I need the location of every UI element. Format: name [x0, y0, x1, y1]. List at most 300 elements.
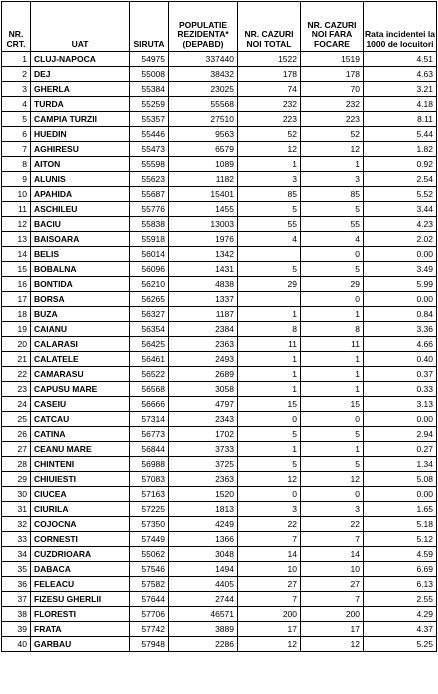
cell-cazuri-total: 1: [238, 352, 301, 367]
cell-cazuri-total: 12: [238, 472, 301, 487]
cell-rata: 0.33: [364, 382, 437, 397]
cell-rata: 5.12: [364, 532, 437, 547]
cell-uat: CAMARASU: [31, 367, 130, 382]
cell-cazuri-fara-focare: 3: [301, 172, 364, 187]
cell-nr-crt: 32: [2, 517, 31, 532]
cell-cazuri-total: 1: [238, 157, 301, 172]
cell-nr-crt: 25: [2, 412, 31, 427]
cell-nr-crt: 1: [2, 52, 31, 67]
cell-populatie: 4838: [169, 277, 238, 292]
cell-siruta: 57314: [130, 412, 169, 427]
table-row: [2, 562, 437, 577]
table-row: [2, 382, 437, 397]
cell-cazuri-total: 17: [238, 622, 301, 637]
cell-siruta: 56568: [130, 382, 169, 397]
cell-populatie: 55568: [169, 97, 238, 112]
table-row: [2, 442, 437, 457]
cell-rata: 5.18: [364, 517, 437, 532]
cell-rata: 4.29: [364, 607, 437, 622]
cell-uat: CUZDRIOARA: [31, 547, 130, 562]
cell-cazuri-total: 27: [238, 577, 301, 592]
cell-cazuri-total: 29: [238, 277, 301, 292]
cell-cazuri-total: 74: [238, 82, 301, 97]
cell-populatie: 6579: [169, 142, 238, 157]
cell-cazuri-fara-focare: 1: [301, 307, 364, 322]
cell-cazuri-fara-focare: 11: [301, 337, 364, 352]
cell-cazuri-total: 4: [238, 232, 301, 247]
table-row: [2, 142, 437, 157]
cell-nr-crt: 21: [2, 352, 31, 367]
cell-cazuri-fara-focare: 5: [301, 262, 364, 277]
cell-siruta: 57742: [130, 622, 169, 637]
cell-nr-crt: 9: [2, 172, 31, 187]
cell-cazuri-total: 5: [238, 457, 301, 472]
cell-cazuri-fara-focare: 200: [301, 607, 364, 622]
table-row: [2, 247, 437, 262]
cell-populatie: 1182: [169, 172, 238, 187]
cell-siruta: 55687: [130, 187, 169, 202]
cell-uat: CALATELE: [31, 352, 130, 367]
cell-rata: 6.69: [364, 562, 437, 577]
table-row: [2, 457, 437, 472]
cell-rata: 6.13: [364, 577, 437, 592]
cell-siruta: 56666: [130, 397, 169, 412]
cell-siruta: 55008: [130, 67, 169, 82]
cell-nr-crt: 35: [2, 562, 31, 577]
table-row: [2, 487, 437, 502]
cell-siruta: 55623: [130, 172, 169, 187]
cell-cazuri-total: 5: [238, 427, 301, 442]
cell-populatie: 3889: [169, 622, 238, 637]
cell-nr-crt: 24: [2, 397, 31, 412]
cell-siruta: 54975: [130, 52, 169, 67]
cell-siruta: 55918: [130, 232, 169, 247]
table-row: [2, 472, 437, 487]
cell-uat: TURDA: [31, 97, 130, 112]
cell-nr-crt: 30: [2, 487, 31, 502]
cell-cazuri-fara-focare: 12: [301, 637, 364, 652]
cell-siruta: 57225: [130, 502, 169, 517]
cell-nr-crt: 18: [2, 307, 31, 322]
cell-siruta: 55384: [130, 82, 169, 97]
cell-siruta: 57546: [130, 562, 169, 577]
cell-rata: 4.59: [364, 547, 437, 562]
table-row: [2, 322, 437, 337]
cell-uat: FLORESTI: [31, 607, 130, 622]
cell-populatie: 1813: [169, 502, 238, 517]
table-row: [2, 187, 437, 202]
cell-rata: 5.99: [364, 277, 437, 292]
cell-cazuri-fara-focare: 232: [301, 97, 364, 112]
cell-siruta: 56014: [130, 247, 169, 262]
cell-cazuri-fara-focare: 0: [301, 487, 364, 502]
cell-nr-crt: 36: [2, 577, 31, 592]
cell-siruta: 55473: [130, 142, 169, 157]
cell-cazuri-fara-focare: 10: [301, 562, 364, 577]
cell-uat: GHERLA: [31, 82, 130, 97]
cell-populatie: 1431: [169, 262, 238, 277]
cell-rata: 1.34: [364, 457, 437, 472]
cell-cazuri-total: 1: [238, 367, 301, 382]
cell-uat: ASCHILEU: [31, 202, 130, 217]
cell-nr-crt: 12: [2, 217, 31, 232]
cell-rata: 0.00: [364, 412, 437, 427]
cell-populatie: 2363: [169, 337, 238, 352]
cell-nr-crt: 14: [2, 247, 31, 262]
cell-uat: BONTIDA: [31, 277, 130, 292]
cell-rata: 3.44: [364, 202, 437, 217]
cell-populatie: 2493: [169, 352, 238, 367]
cell-siruta: 56522: [130, 367, 169, 382]
cell-siruta: 56773: [130, 427, 169, 442]
cell-cazuri-total: 1: [238, 442, 301, 457]
header-uat: UAT: [31, 2, 130, 52]
cell-rata: 2.94: [364, 427, 437, 442]
cell-rata: 0.37: [364, 367, 437, 382]
cell-uat: CATINA: [31, 427, 130, 442]
cell-nr-crt: 3: [2, 82, 31, 97]
table-row: [2, 67, 437, 82]
cell-rata: 4.66: [364, 337, 437, 352]
table-row: [2, 367, 437, 382]
cell-nr-crt: 7: [2, 142, 31, 157]
table-row: [2, 547, 437, 562]
cell-cazuri-total: 232: [238, 97, 301, 112]
cell-cazuri-total: 12: [238, 637, 301, 652]
cell-siruta: 57644: [130, 592, 169, 607]
cell-cazuri-fara-focare: 70: [301, 82, 364, 97]
cell-rata: 2.02: [364, 232, 437, 247]
cell-cazuri-total: 85: [238, 187, 301, 202]
cell-uat: BORSA: [31, 292, 130, 307]
cell-nr-crt: 22: [2, 367, 31, 382]
cell-rata: 0.00: [364, 292, 437, 307]
cell-cazuri-fara-focare: 1: [301, 442, 364, 457]
header-cazuri-total: NR. CAZURI NOI TOTAL: [238, 2, 301, 52]
table-row: [2, 337, 437, 352]
cell-cazuri-total: 12: [238, 142, 301, 157]
cell-rata: 2.54: [364, 172, 437, 187]
cell-populatie: 4405: [169, 577, 238, 592]
cell-rata: 3.49: [364, 262, 437, 277]
cell-cazuri-total: 52: [238, 127, 301, 142]
table-row: [2, 202, 437, 217]
table-row: [2, 502, 437, 517]
cell-siruta: 57350: [130, 517, 169, 532]
cell-populatie: 1187: [169, 307, 238, 322]
cell-siruta: 55598: [130, 157, 169, 172]
cell-cazuri-total: 7: [238, 592, 301, 607]
cell-cazuri-fara-focare: 15: [301, 397, 364, 412]
cell-siruta: 55259: [130, 97, 169, 112]
cell-siruta: 55357: [130, 112, 169, 127]
cell-nr-crt: 39: [2, 622, 31, 637]
cell-populatie: 3058: [169, 382, 238, 397]
cell-nr-crt: 23: [2, 382, 31, 397]
cell-uat: CAMPIA TURZII: [31, 112, 130, 127]
cell-uat: AGHIRESU: [31, 142, 130, 157]
cell-cazuri-total: 3: [238, 502, 301, 517]
cell-cazuri-fara-focare: 22: [301, 517, 364, 532]
table-row: [2, 517, 437, 532]
cell-cazuri-fara-focare: 223: [301, 112, 364, 127]
cell-nr-crt: 4: [2, 97, 31, 112]
cell-populatie: 337440: [169, 52, 238, 67]
table-row: [2, 112, 437, 127]
cell-populatie: 1455: [169, 202, 238, 217]
table-row: [2, 172, 437, 187]
cell-siruta: 56988: [130, 457, 169, 472]
cell-uat: CALARASI: [31, 337, 130, 352]
cell-populatie: 4249: [169, 517, 238, 532]
cell-populatie: 2744: [169, 592, 238, 607]
cell-populatie: 1337: [169, 292, 238, 307]
cell-rata: 4.37: [364, 622, 437, 637]
table-row: [2, 607, 437, 622]
table-row: [2, 217, 437, 232]
cell-populatie: 9563: [169, 127, 238, 142]
cell-populatie: 23025: [169, 82, 238, 97]
cell-cazuri-fara-focare: 85: [301, 187, 364, 202]
cell-cazuri-total: 7: [238, 532, 301, 547]
table-row: [2, 157, 437, 172]
cell-rata: 4.63: [364, 67, 437, 82]
cell-populatie: 27510: [169, 112, 238, 127]
table-row: [2, 52, 437, 67]
cell-rata: 3.13: [364, 397, 437, 412]
cell-populatie: 1089: [169, 157, 238, 172]
cell-cazuri-fara-focare: 1: [301, 352, 364, 367]
cell-uat: DABACA: [31, 562, 130, 577]
cell-uat: CORNESTI: [31, 532, 130, 547]
cell-populatie: 13003: [169, 217, 238, 232]
cell-nr-crt: 26: [2, 427, 31, 442]
cell-cazuri-fara-focare: 5: [301, 202, 364, 217]
cell-siruta: 56844: [130, 442, 169, 457]
cell-cazuri-fara-focare: 5: [301, 427, 364, 442]
table-row: [2, 307, 437, 322]
cell-nr-crt: 6: [2, 127, 31, 142]
cell-uat: CAIANU: [31, 322, 130, 337]
cell-siruta: 57449: [130, 532, 169, 547]
cell-rata: 0.92: [364, 157, 437, 172]
cell-populatie: 1702: [169, 427, 238, 442]
cell-uat: CIUCEA: [31, 487, 130, 502]
table-row: [2, 592, 437, 607]
cell-cazuri-total: 5: [238, 262, 301, 277]
cell-uat: BELIS: [31, 247, 130, 262]
table-row: [2, 262, 437, 277]
cell-uat: COJOCNA: [31, 517, 130, 532]
cell-nr-crt: 38: [2, 607, 31, 622]
cell-nr-crt: 20: [2, 337, 31, 352]
cell-uat: BACIU: [31, 217, 130, 232]
cell-cazuri-fara-focare: 7: [301, 592, 364, 607]
cell-cazuri-fara-focare: 29: [301, 277, 364, 292]
cell-cazuri-fara-focare: 7: [301, 532, 364, 547]
table-row: [2, 352, 437, 367]
cell-cazuri-fara-focare: 55: [301, 217, 364, 232]
cell-nr-crt: 11: [2, 202, 31, 217]
cell-cazuri-total: 15: [238, 397, 301, 412]
cell-siruta: 56265: [130, 292, 169, 307]
cell-nr-crt: 10: [2, 187, 31, 202]
cell-populatie: 2343: [169, 412, 238, 427]
cell-siruta: 57083: [130, 472, 169, 487]
cell-rata: 3.36: [364, 322, 437, 337]
cell-uat: CLUJ-NAPOCA: [31, 52, 130, 67]
cell-populatie: 1342: [169, 247, 238, 262]
cell-cazuri-fara-focare: 1: [301, 367, 364, 382]
cell-nr-crt: 17: [2, 292, 31, 307]
table-row: [2, 127, 437, 142]
cell-nr-crt: 27: [2, 442, 31, 457]
cell-nr-crt: 34: [2, 547, 31, 562]
cell-uat: BOBALNA: [31, 262, 130, 277]
cell-populatie: 2384: [169, 322, 238, 337]
cell-cazuri-fara-focare: 0: [301, 292, 364, 307]
cell-cazuri-fara-focare: 17: [301, 622, 364, 637]
table-row: [2, 82, 437, 97]
cell-cazuri-total: 5: [238, 202, 301, 217]
cell-rata: 4.23: [364, 217, 437, 232]
cell-cazuri-total: 22: [238, 517, 301, 532]
cell-populatie: 3048: [169, 547, 238, 562]
cell-rata: 5.25: [364, 637, 437, 652]
cell-uat: CASEIU: [31, 397, 130, 412]
cell-cazuri-fara-focare: 27: [301, 577, 364, 592]
cell-cazuri-total: 200: [238, 607, 301, 622]
cell-siruta: 55838: [130, 217, 169, 232]
cell-siruta: 55446: [130, 127, 169, 142]
cell-cazuri-total: 223: [238, 112, 301, 127]
cell-cazuri-fara-focare: 8: [301, 322, 364, 337]
cell-nr-crt: 16: [2, 277, 31, 292]
cell-populatie: 4797: [169, 397, 238, 412]
cell-uat: CEANU MARE: [31, 442, 130, 457]
cell-nr-crt: 28: [2, 457, 31, 472]
cell-nr-crt: 29: [2, 472, 31, 487]
cell-cazuri-total: 1522: [238, 52, 301, 67]
cell-siruta: 56210: [130, 277, 169, 292]
cell-rata: 4.18: [364, 97, 437, 112]
cell-siruta: 55776: [130, 202, 169, 217]
cell-populatie: 3733: [169, 442, 238, 457]
cell-rata: 8.11: [364, 112, 437, 127]
cell-nr-crt: 15: [2, 262, 31, 277]
cell-uat: CAPUSU MARE: [31, 382, 130, 397]
cell-siruta: 55062: [130, 547, 169, 562]
cell-populatie: 2286: [169, 637, 238, 652]
cell-rata: 5.44: [364, 127, 437, 142]
cell-populatie: 15401: [169, 187, 238, 202]
cell-nr-crt: 33: [2, 532, 31, 547]
cell-rata: 0.40: [364, 352, 437, 367]
table-row: [2, 427, 437, 442]
cell-siruta: 56327: [130, 307, 169, 322]
cell-cazuri-total: [238, 247, 301, 262]
cell-cazuri-fara-focare: 1: [301, 382, 364, 397]
cell-cazuri-total: 1: [238, 382, 301, 397]
table-row: [2, 532, 437, 547]
cell-cazuri-fara-focare: 178: [301, 67, 364, 82]
table-row: [2, 97, 437, 112]
cell-uat: CHINTENI: [31, 457, 130, 472]
cell-siruta: 57163: [130, 487, 169, 502]
cell-uat: HUEDIN: [31, 127, 130, 142]
cell-nr-crt: 8: [2, 157, 31, 172]
table-row: [2, 292, 437, 307]
cell-populatie: 2363: [169, 472, 238, 487]
cell-cazuri-fara-focare: 14: [301, 547, 364, 562]
cell-uat: FIZESU GHERLII: [31, 592, 130, 607]
cell-uat: CIURILA: [31, 502, 130, 517]
cell-siruta: 56461: [130, 352, 169, 367]
cell-populatie: 2689: [169, 367, 238, 382]
cell-rata: 0.00: [364, 247, 437, 262]
cell-uat: DEJ: [31, 67, 130, 82]
table-body: [2, 52, 437, 652]
cell-siruta: 57706: [130, 607, 169, 622]
header-siruta: SIRUTA: [130, 2, 169, 52]
cell-siruta: 56354: [130, 322, 169, 337]
cell-cazuri-fara-focare: 4: [301, 232, 364, 247]
cell-cazuri-fara-focare: 52: [301, 127, 364, 142]
cell-rata: 3.21: [364, 82, 437, 97]
cell-cazuri-total: 14: [238, 547, 301, 562]
cell-cazuri-total: 55: [238, 217, 301, 232]
header-populatie: POPULATIE REZIDENTA* (DEPABD): [169, 2, 238, 52]
table-header-row: [2, 2, 437, 52]
cell-cazuri-total: 3: [238, 172, 301, 187]
cell-uat: AITON: [31, 157, 130, 172]
cell-siruta: 56096: [130, 262, 169, 277]
incidence-table: [1, 1, 437, 652]
cell-uat: BAISOARA: [31, 232, 130, 247]
header-cazuri-fara-focare: NR. CAZURI NOI FARA FOCARE: [301, 2, 364, 52]
cell-uat: APAHIDA: [31, 187, 130, 202]
cell-cazuri-fara-focare: 0: [301, 247, 364, 262]
cell-uat: GARBAU: [31, 637, 130, 652]
cell-cazuri-total: 10: [238, 562, 301, 577]
cell-cazuri-fara-focare: 3: [301, 502, 364, 517]
cell-uat: CHIUIESTI: [31, 472, 130, 487]
cell-cazuri-fara-focare: 0: [301, 412, 364, 427]
cell-cazuri-total: 0: [238, 412, 301, 427]
cell-rata: 5.08: [364, 472, 437, 487]
cell-rata: 0.84: [364, 307, 437, 322]
cell-nr-crt: 13: [2, 232, 31, 247]
cell-cazuri-fara-focare: 1: [301, 157, 364, 172]
cell-nr-crt: 31: [2, 502, 31, 517]
cell-uat: CATCAU: [31, 412, 130, 427]
cell-nr-crt: 2: [2, 67, 31, 82]
cell-nr-crt: 40: [2, 637, 31, 652]
cell-cazuri-total: 0: [238, 487, 301, 502]
cell-uat: ALUNIS: [31, 172, 130, 187]
cell-cazuri-total: [238, 292, 301, 307]
cell-populatie: 1520: [169, 487, 238, 502]
table-row: [2, 412, 437, 427]
cell-rata: 1.65: [364, 502, 437, 517]
table-row: [2, 577, 437, 592]
cell-cazuri-total: 11: [238, 337, 301, 352]
cell-siruta: 56425: [130, 337, 169, 352]
cell-populatie: 1976: [169, 232, 238, 247]
table-row: [2, 232, 437, 247]
cell-cazuri-fara-focare: 1519: [301, 52, 364, 67]
cell-cazuri-total: 178: [238, 67, 301, 82]
